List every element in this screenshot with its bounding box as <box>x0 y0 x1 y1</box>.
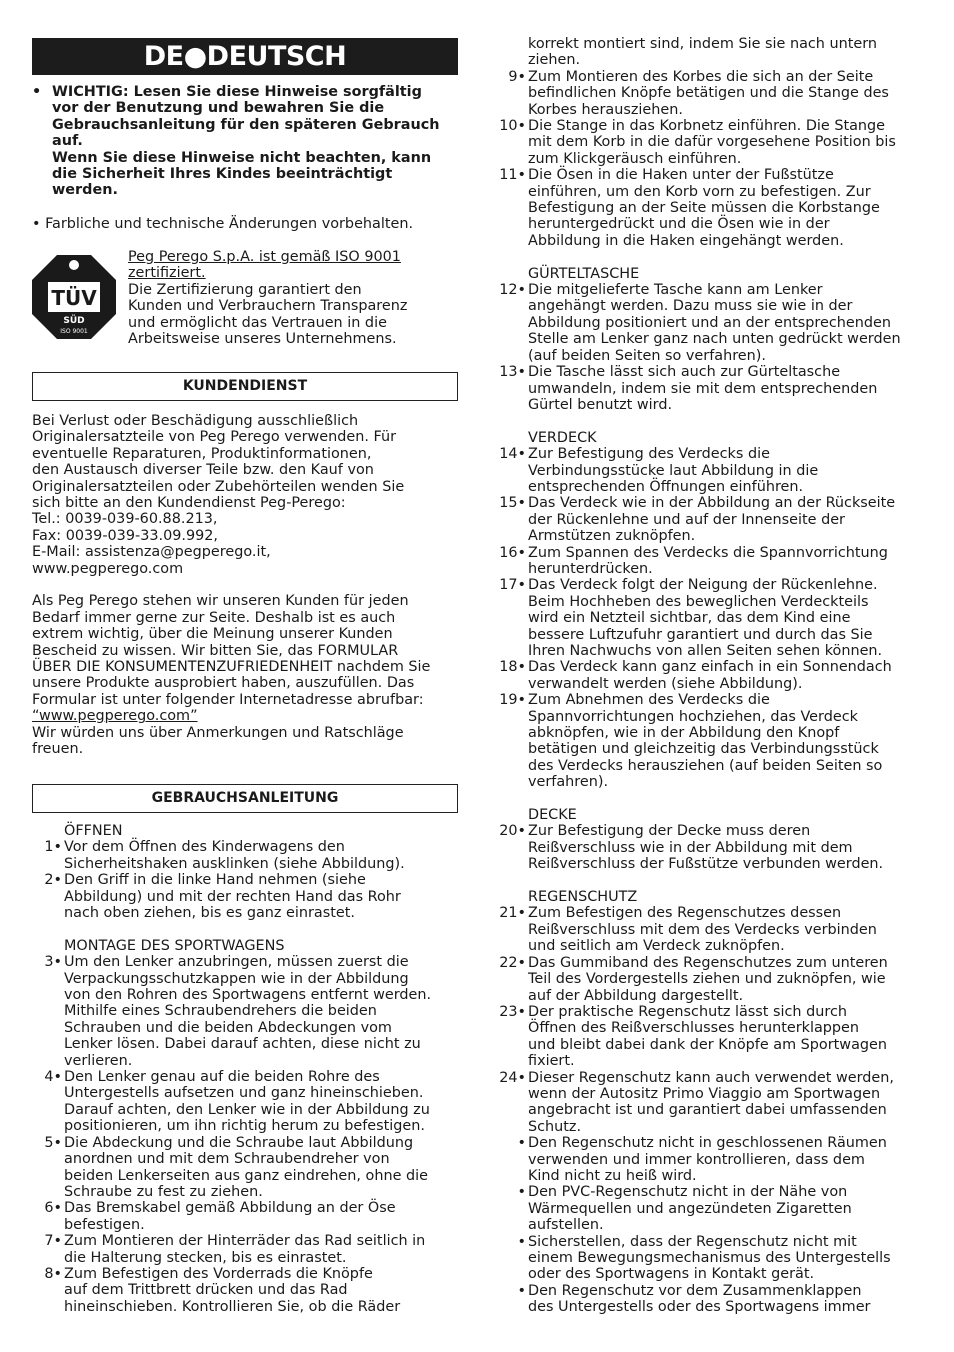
instruction-step <box>499 577 938 659</box>
step-line: korrekt montiert sind, indem Sie sie nach untern <box>528 36 878 52</box>
feedback-paragraph <box>32 593 462 708</box>
subsection-heading: ÖFFNEN <box>64 823 123 839</box>
step-number: 10• <box>499 118 526 135</box>
service-line: Fax: 0039-039-33.09.992, <box>32 527 219 544</box>
step-line: auf der Abbildung dargestellt. <box>528 987 744 1004</box>
step-line: (auf beiden Seiten so verfahren). <box>528 347 766 364</box>
closing-paragraph <box>32 725 462 758</box>
step-line: ziehen. <box>528 52 581 69</box>
warning-line: WICHTIG: Lesen Sie diese Hinweise sorgfältig <box>52 84 422 100</box>
instruction-step <box>499 282 938 364</box>
step-number: • <box>517 1184 526 1201</box>
step-line: Teil des Vordergestells ziehen und zuknöpfen, wie <box>528 971 886 988</box>
instruction-step <box>517 1135 938 1184</box>
step-line: die Halterung stecken, bis es einrastet. <box>64 1249 347 1266</box>
instruction-step <box>499 544 938 578</box>
step-number: 20• <box>499 823 526 840</box>
feedback-line: Formular ist unter folgender Internetadresse abrufbar: <box>32 691 424 708</box>
warning-line: vor der Benutzung und bewahren Sie die <box>52 100 385 117</box>
step-line: befindlichen Knöpfe betätigen und die Stange des <box>528 85 889 102</box>
certification-statement: zertifiziert. <box>128 265 206 282</box>
service-contact <box>32 413 462 758</box>
step-line: hineinschieben. Kontrollieren Sie, ob die Räder <box>64 1298 401 1315</box>
step-line: Darauf achten, den Lenker wie in der Abbildung zu <box>64 1101 430 1118</box>
step-line: Den Regenschutz vor dem Zusammenklappen <box>528 1282 862 1299</box>
step-line: beiden Lenkerseiten aus ganz eindrehen, ohne die <box>64 1167 429 1184</box>
instruction-step <box>528 36 938 69</box>
step-number: 13• <box>499 364 526 381</box>
service-line: sich bitte an den Kundendienst Peg-Perego: <box>32 495 346 512</box>
spacer <box>528 873 938 889</box>
service-line: www.pegperego.com <box>32 560 184 577</box>
instruction-step <box>499 659 938 692</box>
step-line: Den Lenker genau auf die beiden Rohre des <box>64 1069 380 1086</box>
service-paragraph <box>32 413 462 577</box>
feedback-line: Bedarf immer gerne zur Seite. Deshalb ist es auch <box>32 609 396 626</box>
service-line: Originalersatzteile von Peg Perego verwenden. Für <box>32 429 397 446</box>
step-line: verwenden und immer kontrollieren, dass dem <box>528 1151 865 1168</box>
safety-warning <box>32 84 458 199</box>
step-line: Schutz. <box>528 1118 582 1135</box>
step-line: Die Stange in das Korbnetz einführen. Die Stange <box>528 118 886 135</box>
step-line: Zum Spannen des Verdecks die Spannvorrichtung <box>528 544 888 561</box>
step-number: 14• <box>499 446 526 463</box>
step-line: Zum Befestigen des Vorderrads die Knöpfe <box>64 1265 373 1282</box>
spacer <box>528 791 938 807</box>
step-line: von den Rohren des Sportwagens entfernt werden. <box>64 987 432 1004</box>
step-line: Der praktische Regenschutz lässt sich durch <box>528 1003 847 1020</box>
step-line: Zur Befestigung der Decke muss deren <box>528 823 811 840</box>
section-header-gebrauchsanleitung: GEBRAUCHSANLEITUNG <box>32 784 458 813</box>
step-line: Zum Befestigen des Regenschutzes dessen <box>528 905 842 922</box>
step-line: Reißverschluss wie in der Abbildung mit dem <box>528 839 853 856</box>
step-line: befestigen. <box>64 1216 145 1233</box>
step-line: Das Verdeck folgt der Neigung der Rückenlehne. <box>528 577 878 594</box>
instruction-step <box>499 823 938 873</box>
instruction-step <box>499 692 938 791</box>
instruction-step <box>44 1200 462 1233</box>
step-line: anordnen und mit dem Schraubendreher von <box>64 1151 390 1168</box>
step-line: Verbindungsstücke laut Abbildung in die <box>528 462 819 479</box>
step-number: 4• <box>44 1069 62 1086</box>
service-line: Bei Verlust oder Beschädigung ausschließlich <box>32 413 359 429</box>
step-line: Schraube zu fest zu ziehen. <box>64 1183 263 1200</box>
subsection-heading: REGENSCHUTZ <box>528 889 638 906</box>
instruction-step <box>499 118 938 167</box>
step-line: umwandeln, indem sie mit dem entsprechenden <box>528 380 878 397</box>
step-line: mit dem Korb in die dafür vorgesehene Position bis <box>528 134 896 151</box>
instruction-step <box>508 68 938 118</box>
step-number: 22• <box>499 954 526 971</box>
step-number: 1• <box>44 839 62 856</box>
instruction-step <box>517 1233 938 1283</box>
feedback-line: extrem wichtig, über die Meinung unserer Kunden <box>32 626 393 643</box>
svg-text:SÜD: SÜD <box>63 316 85 326</box>
step-line: Gürtel benutzt wird. <box>528 396 673 413</box>
step-number: 15• <box>499 495 526 512</box>
certification-line: Die Zertifizierung garantiert den <box>128 281 362 298</box>
spacer <box>528 249 938 265</box>
closing-line: freuen. <box>32 741 84 758</box>
instruction-step <box>44 1265 462 1315</box>
step-number: 24• <box>499 1069 526 1086</box>
step-number: 17• <box>499 577 526 594</box>
step-number: 21• <box>499 905 526 922</box>
step-line: aufstellen. <box>528 1217 604 1234</box>
feedback-line: unsere Produkte ausprobiert haben, auszufüllen. Das <box>32 675 415 692</box>
step-line: heruntergedrückt und die Ösen wie in der <box>528 216 830 233</box>
warning-text <box>52 84 458 199</box>
step-line: bessere Luftzufuhr garantiert und durch das Sie <box>528 626 873 643</box>
step-number: 11• <box>499 167 526 184</box>
step-line: angehängt werden. Dazu muss sie wie in der <box>528 298 853 315</box>
step-line: verlieren. <box>64 1052 133 1069</box>
step-line: und seitlich am Verdeck zuknöpfen. <box>528 938 785 955</box>
step-line: Ihren Nachwuchs von allen Seiten sehen können. <box>528 643 883 659</box>
step-number: 23• <box>499 1003 526 1020</box>
warning-bullet: • <box>32 84 42 100</box>
svg-text:ISO 9001: ISO 9001 <box>60 328 88 335</box>
feedback-line: Bescheid zu wissen. Wir bitten Sie, das FORMULAR <box>32 642 399 659</box>
step-line: des Verdecks herausziehen (auf beiden Seiten so <box>528 757 883 774</box>
step-line: Sicherstellen, dass der Regenschutz nicht mit <box>528 1233 857 1250</box>
step-line: Korbes herausziehen. <box>528 101 683 118</box>
instruction-step <box>44 954 462 1069</box>
step-number: 7• <box>44 1233 62 1250</box>
instruction-step <box>499 364 938 413</box>
instruction-step <box>499 1003 938 1070</box>
spacer <box>32 577 462 593</box>
step-line: Reißverschluss mit dem des Verdecks verbinden <box>528 921 877 938</box>
step-line: auf dem Trittbrett drücken und das Rad <box>64 1282 348 1299</box>
certification-line: Arbeitsweise unseres Unternehmens. <box>128 331 397 348</box>
step-line: Den Griff in die linke Hand nehmen (siehe <box>64 872 366 889</box>
step-line: verwandelt werden (siehe Abbildung). <box>528 675 803 692</box>
step-line: Abbildung in die Haken eingehängt werden. <box>528 232 844 249</box>
instructions-right <box>499 36 938 1316</box>
step-number: 6• <box>44 1200 62 1217</box>
step-line: und bleibt dabei dank der Knöpfe am Sportwagen <box>528 1036 887 1053</box>
step-line: Vor dem Öffnen des Kinderwagens den <box>64 839 345 856</box>
certification-line: und ermöglicht das Vertrauen in die <box>128 314 387 331</box>
step-number: 2• <box>44 872 62 889</box>
tuv-iso-badge-icon <box>32 255 116 339</box>
warning-line: werden. <box>52 182 118 199</box>
instruction-step <box>499 954 938 1004</box>
service-line: den Austausch diverser Teile bzw. den Kauf von <box>32 462 374 479</box>
step-line: zum Klickgeräusch einführen. <box>528 150 742 167</box>
instruction-step <box>499 905 938 955</box>
instruction-step <box>517 1282 938 1316</box>
step-line: einführen, um den Korb vorn zu befestigen. Zur <box>528 183 871 200</box>
step-line: Abbildung positioniert und an der entsprechenden <box>528 314 891 331</box>
step-line: Das Verdeck kann ganz einfach in ein Sonnendach <box>528 659 892 676</box>
step-number: 8• <box>44 1265 62 1282</box>
step-line: der Rückenlehne und auf der Innenseite der <box>528 511 845 528</box>
step-number: 3• <box>44 954 62 971</box>
step-line: Die mitgelieferte Tasche kann am Lenker <box>528 282 823 299</box>
step-number: 5• <box>44 1134 62 1151</box>
step-line: Wärmequellen und angezündeten Zigaretten <box>528 1200 852 1217</box>
step-number: 12• <box>499 282 526 299</box>
warning-line: Gebrauchsanleitung für den späteren Gebrauch <box>52 116 440 133</box>
step-line: betätigen und gleichzeitig das Verbindungsstück <box>528 741 879 758</box>
feedback-line: Als Peg Perego stehen wir unseren Kunden für jeden <box>32 593 409 610</box>
subsection-heading: MONTAGE DES SPORTWAGENS <box>64 937 285 954</box>
step-line: oder des Sportwagens in Kontakt gerät. <box>528 1266 815 1283</box>
step-number: 19• <box>499 692 526 709</box>
step-line: wenn der Autositz Primo Viaggio am Sportwagen <box>528 1085 881 1102</box>
instruction-step <box>44 1134 462 1201</box>
instruction-step <box>44 1233 462 1266</box>
subsection-heading: GÜRTELTASCHE <box>528 265 640 282</box>
step-line: Armstützen zuknöpfen. <box>528 528 696 545</box>
instruction-step <box>517 1184 938 1234</box>
step-line: Die Ösen in die Haken unter der Fußstütze <box>528 167 834 184</box>
change-note: • Farbliche und technische Änderungen vorbehalten. <box>32 216 414 232</box>
step-line: abknöpfen, wie in der Abbildung den Knopf <box>528 725 840 742</box>
step-number: 18• <box>499 659 526 676</box>
step-line: des Untergestells oder des Sportwagens immer <box>528 1299 871 1316</box>
step-line: Das Gummiband des Regenschutzes zum unteren <box>528 954 888 971</box>
step-line: Die Tasche lässt sich auch zur Gürteltasche <box>528 364 841 381</box>
service-line: Originalersatzteilen oder Zubehörteilen wenden Sie <box>32 478 405 495</box>
step-number: • <box>517 1233 526 1250</box>
warning-line: die Sicherheit Ihres Kindes beeinträchtigt <box>52 166 393 183</box>
step-line: Befestigung an der Seite müssen die Korbstange <box>528 200 880 217</box>
step-line: fixiert. <box>528 1053 575 1070</box>
svg-text:TÜV: TÜV <box>51 286 97 310</box>
step-line: Sicherheitshaken ausklinken (siehe Abbildung). <box>64 855 405 872</box>
instructions-left <box>44 823 462 1315</box>
step-line: Beim Hochheben des beweglichen Verdeckteils <box>528 593 869 610</box>
step-line: Das Bremskabel gemäß Abbildung an der Öse <box>64 1200 396 1217</box>
step-line: Zum Abnehmen des Verdecks die <box>528 692 770 709</box>
warning-line: Wenn Sie diese Hinweise nicht beachten, kann <box>52 149 432 166</box>
instruction-step <box>44 839 462 872</box>
step-line: Untergestells aufsetzen und ganz hineinschieben. <box>64 1085 424 1102</box>
step-number: • <box>517 1282 526 1299</box>
instruction-step <box>499 446 938 495</box>
step-line: Dieser Regenschutz kann auch verwendet werden, <box>528 1069 894 1086</box>
step-line: Verpackungsschutzkappen wie in der Abbildung <box>64 970 409 987</box>
step-line: Zum Montieren des Korbes die sich an der Seite <box>528 68 874 85</box>
step-line: entsprechenden Öffnungen einführen. <box>528 478 804 495</box>
website-link[interactable]: “www.pegperego.com” <box>32 708 198 725</box>
step-line: Kind nicht zu heiß wird. <box>528 1167 697 1184</box>
step-line: positionieren, um ihn richtig herum zu befestigen. <box>64 1118 425 1135</box>
service-line: Tel.: 0039-039-60.88.213, <box>32 511 218 528</box>
step-line: wird ein Netzteil sichtbar, das dem Kind eine <box>528 610 851 627</box>
step-line: Das Verdeck wie in der Abbildung an der Rückseite <box>528 495 896 512</box>
warning-line: auf. <box>52 133 83 150</box>
step-line: Spannvorrichtungen hochziehen, das Verdeck <box>528 708 858 725</box>
instruction-step <box>499 1069 938 1136</box>
instruction-step <box>499 495 938 545</box>
instruction-step <box>44 1069 462 1135</box>
step-line: angebracht ist und garantiert dabei umfassenden <box>528 1102 887 1119</box>
spacer <box>528 413 938 429</box>
step-line: Den Regenschutz nicht in geschlossenen Räumen <box>528 1135 887 1152</box>
instruction-step <box>499 167 938 249</box>
step-line: Um den Lenker anzubringen, müssen zuerst die <box>64 954 409 971</box>
section-header-kundendienst: KUNDENDIENST <box>32 372 458 401</box>
step-line: Zum Montieren der Hinterräder das Rad seitlich in <box>64 1233 426 1250</box>
step-line: Zur Befestigung des Verdecks die <box>528 446 770 463</box>
spacer <box>64 921 462 937</box>
certification-line: Kunden und Verbrauchern Transparenz <box>128 298 408 315</box>
step-number: • <box>517 1135 526 1152</box>
certification-text <box>128 249 407 347</box>
step-line: Reißverschluss der Fußstütze verbunden werden. <box>528 856 884 873</box>
page-title: DE●DEUTSCH <box>32 38 458 75</box>
step-line: Den PVC-Regenschutz nicht in der Nähe von <box>528 1184 848 1201</box>
step-line: Abbildung) und mit der rechten Hand das Rohr <box>64 888 401 905</box>
step-line: einem Bewegungsmechanismus des Untergestells <box>528 1250 891 1266</box>
step-line: herunterdrücken. <box>528 560 653 577</box>
service-line: eventuelle Reparaturen, Produktinformationen, <box>32 445 372 462</box>
service-line: E-Mail: assistenza@pegperego.it, <box>32 544 271 561</box>
step-number: 9• <box>508 68 526 85</box>
step-number: 16• <box>499 544 526 561</box>
step-line: Stelle am Lenker ganz nach unten gedrückt werden <box>528 331 901 348</box>
step-line: verfahren). <box>528 774 609 791</box>
certification-statement: Peg Perego S.p.A. ist gemäß ISO 9001 <box>128 249 401 265</box>
step-line: Mithilfe eines Schraubendrehers die beiden <box>64 1003 377 1020</box>
subsection-heading: DECKE <box>528 807 577 824</box>
closing-line: Wir würden uns über Anmerkungen und Ratschläge <box>32 724 404 741</box>
step-line: Schrauben und die beiden Abdeckungen vom <box>64 1019 392 1036</box>
step-line: Die Abdeckung und die Schraube laut Abbildung <box>64 1134 414 1151</box>
step-line: nach oben ziehen, bis es ganz einrastet. <box>64 905 355 922</box>
step-line: Lenker lösen. Dabei darauf achten, diese nicht zu <box>64 1036 421 1053</box>
feedback-line: ÜBER DIE KONSUMENTENZUFRIEDENHEIT nachdem Sie <box>32 659 431 676</box>
step-line: Öffnen des Reißverschlusses herunterklappen <box>528 1020 860 1037</box>
subsection-heading: VERDECK <box>528 429 597 446</box>
instruction-step <box>44 872 462 922</box>
